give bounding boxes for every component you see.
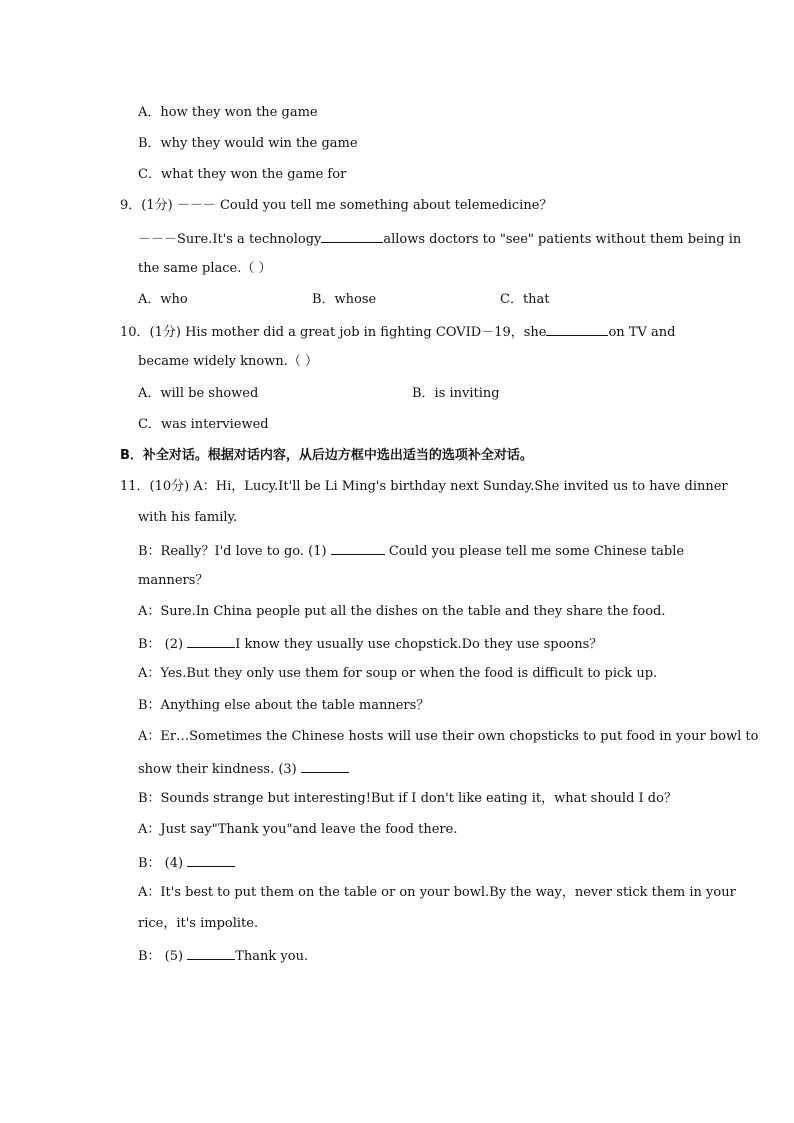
q9-line2-pre: －－－Sure.It's a technology <box>138 232 322 247</box>
q11-line10 <box>138 759 349 779</box>
q11-line3-pre: B：Really？I'd love to go. (1) <box>138 544 327 559</box>
q11-line10-pre: show their kindness. (3) <box>138 762 297 777</box>
q11-line8: B：Anything else about the table manners？ <box>138 698 430 713</box>
q11-blank-4 <box>187 853 235 867</box>
q10-stem-pre: 10．(1分) His mother did a great job in fighting COVID－19，she <box>120 325 547 340</box>
q9-line2 <box>138 229 742 249</box>
q11-line7: A：Yes.But they only use them for soup or when the food is difficult to pick up. <box>138 666 658 681</box>
q9-line3: the same place.（ ） <box>138 261 272 276</box>
q11-line1: 11．(10分) A：Hi，Lucy.It'll be Li Ming's birthday next Sunday.She invited us to have dinner <box>120 479 728 494</box>
q11-line13-pre: B： (4) <box>138 856 184 871</box>
q11-line6 <box>138 634 602 654</box>
q11-blank-5 <box>187 946 235 960</box>
q10-stem-post: on TV and <box>608 325 676 340</box>
q9-line2-post: allows doctors to "see" patients without them being in <box>383 232 742 247</box>
q11-line16 <box>138 946 308 966</box>
q8-option-b: B．why they would win the game <box>138 136 358 151</box>
q11-line16-pre: B： (5) <box>138 949 184 964</box>
q11-line5: A：Sure.In China people put all the dishes on the table and they share the food. <box>138 604 666 619</box>
section-b-heading: B．补全对话。根据对话内容，从后边方框中选出适当的选项补全对话。 <box>120 448 533 463</box>
q9-blank <box>321 229 383 243</box>
q11-line4: manners？ <box>138 573 209 588</box>
q11-blank-2 <box>187 634 235 648</box>
q10-option-b: B．is inviting <box>412 386 500 401</box>
q11-line9: A：Er…Sometimes the Chinese hosts will use their own chopsticks to put food in your bowl to <box>138 729 759 744</box>
q10-stem <box>120 322 674 342</box>
q11-line14: A：It's best to put them on the table or on your bowl.By the way，never stick them in your <box>138 885 736 900</box>
q11-line15: rice，it's impolite. <box>138 916 259 931</box>
q11-line13 <box>138 853 235 873</box>
q9-option-b: B．whose <box>312 292 377 307</box>
q11-line3 <box>138 541 685 561</box>
q9-stem: 9．(1分) －－－ Could you tell me something about telemedicine？ <box>120 198 553 213</box>
q8-option-a: A．how they won the game <box>138 105 318 120</box>
q10-option-c: C．was interviewed <box>138 417 269 432</box>
q11-line2: with his family. <box>138 510 238 525</box>
q11-line12: A：Just say"Thank you"and leave the food there. <box>138 822 458 837</box>
q11-line11: B：Sounds strange but interesting!But if I don't like eating it，what should I do？ <box>138 791 677 806</box>
q8-option-c: C．what they won the game for <box>138 167 347 182</box>
q9-option-a: A．who <box>138 292 188 307</box>
q10-line2: became widely known.（ ） <box>138 354 318 369</box>
q11-line16-post: Thank you. <box>235 949 309 964</box>
q11-blank-1 <box>331 541 385 555</box>
q9-option-c: C．that <box>500 292 550 307</box>
q10-blank <box>546 322 608 336</box>
q11-line3-post: Could you please tell me some Chinese table <box>388 544 685 559</box>
q10-option-a: A．will be showed <box>138 386 259 401</box>
q11-blank-3 <box>301 759 349 773</box>
q11-line6-pre: B： (2) <box>138 637 184 652</box>
q11-line6-post: I know they usually use chopstick.Do they use spoons？ <box>235 637 603 652</box>
